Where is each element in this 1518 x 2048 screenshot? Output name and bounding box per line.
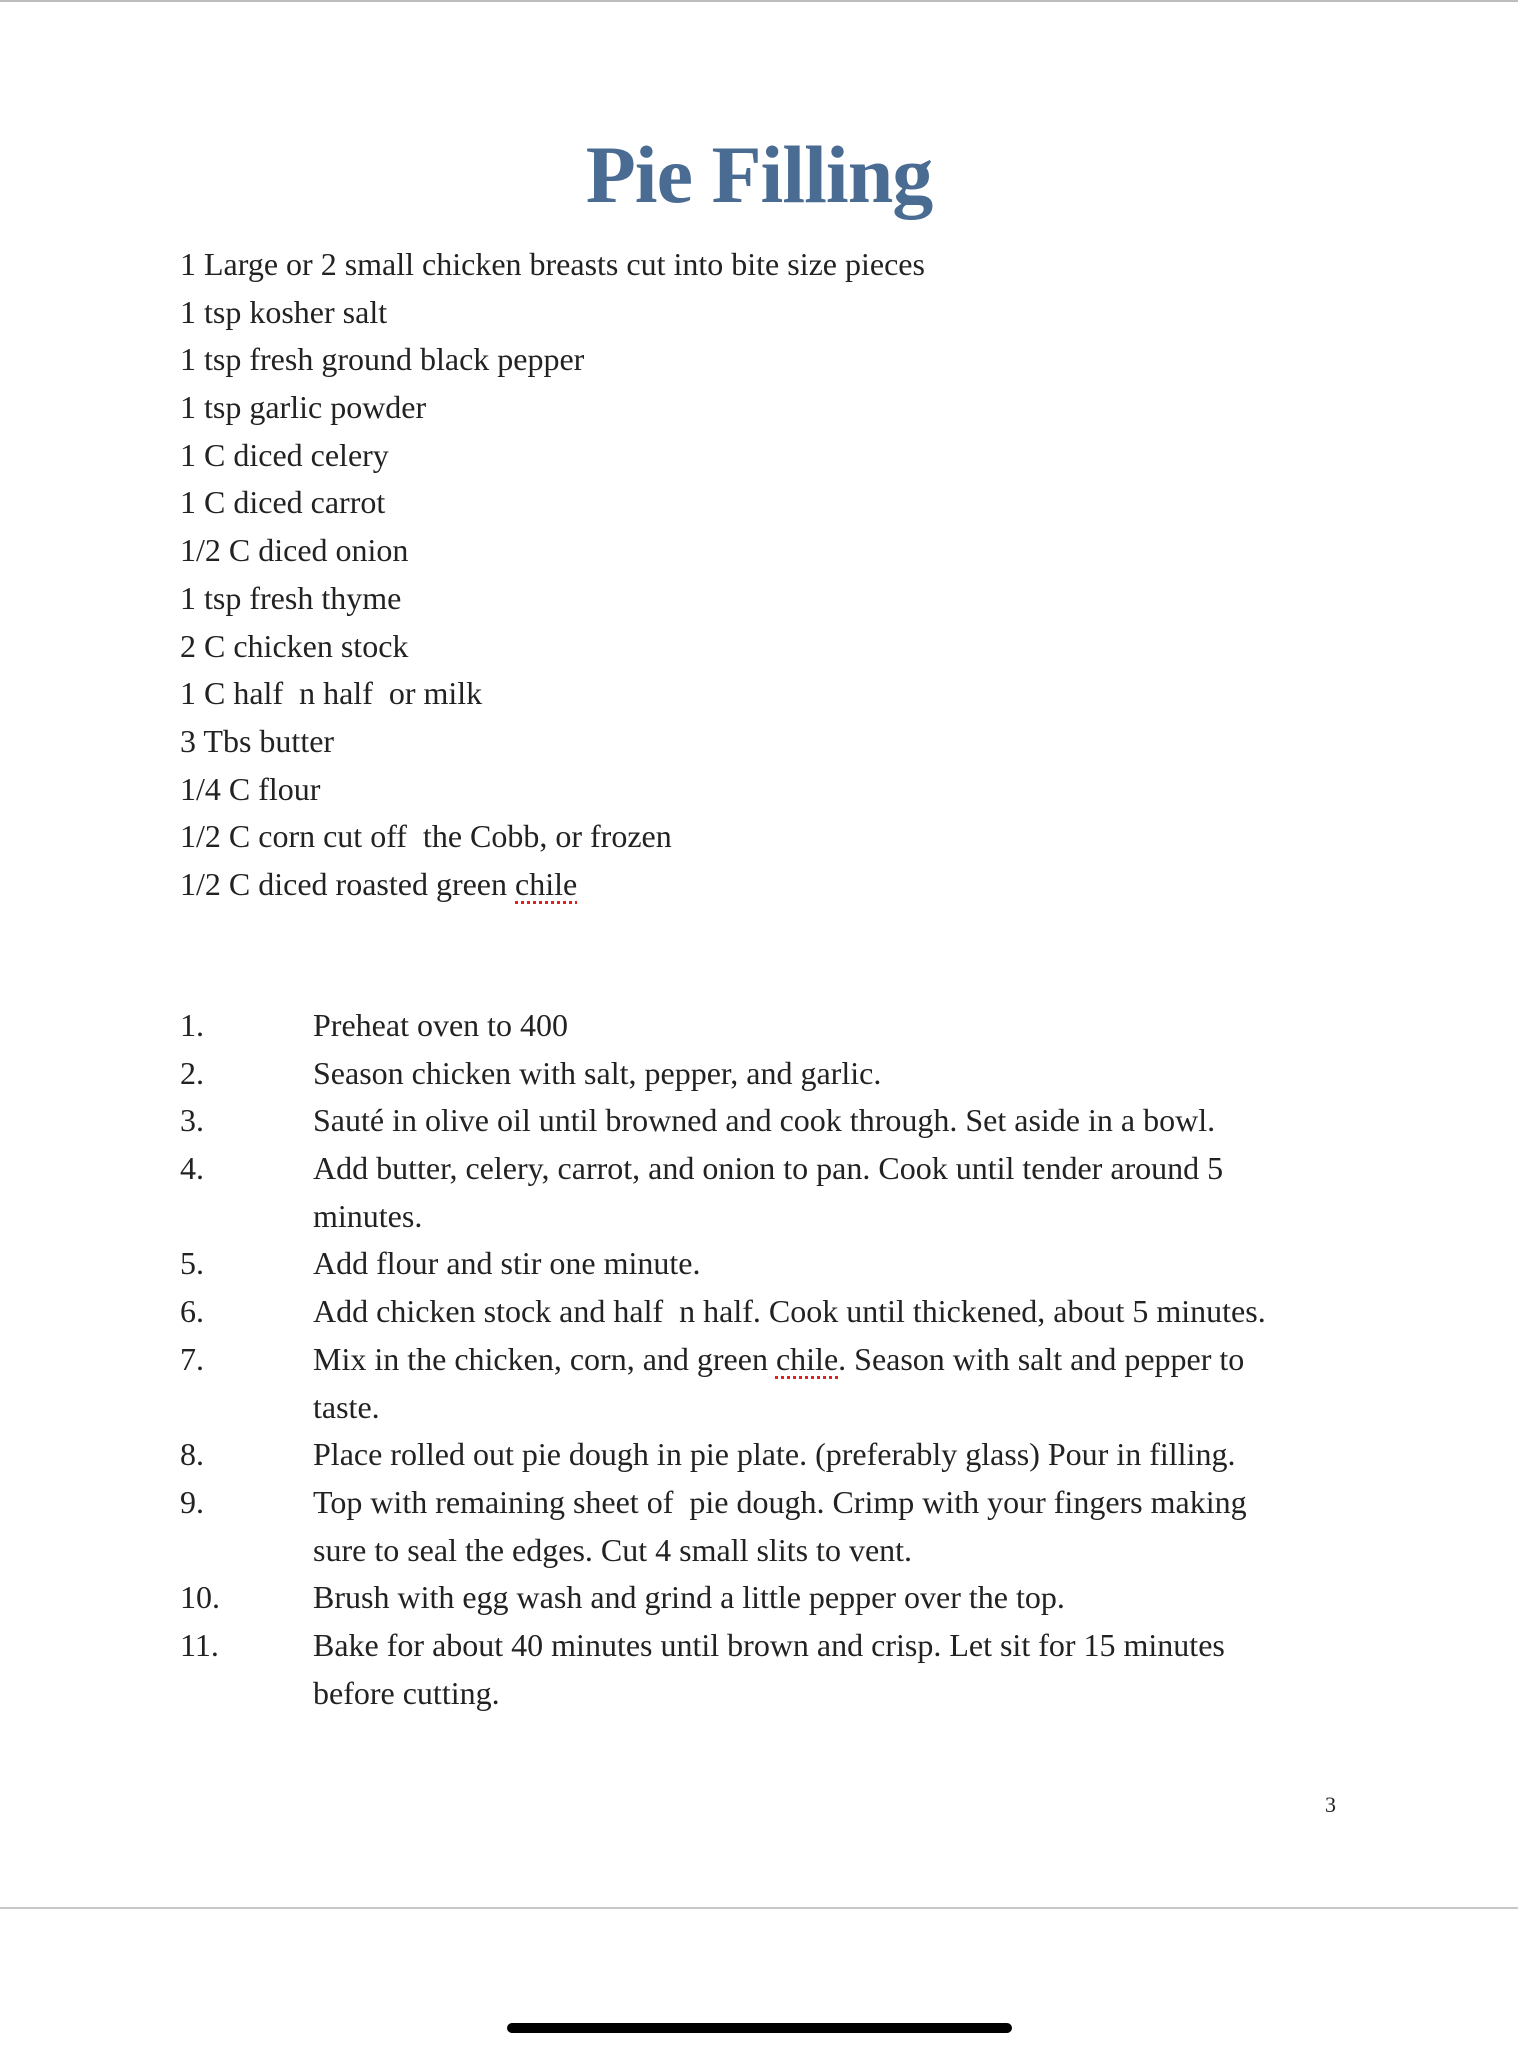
text-segment: 2 C chicken stock xyxy=(180,627,409,664)
ingredient-item xyxy=(180,384,925,432)
instruction-step xyxy=(180,1336,1340,1431)
spellcheck-flagged-word[interactable]: chile xyxy=(515,865,578,902)
step-text xyxy=(313,1097,1215,1145)
text-segment: sure to seal the edges. Cut 4 small slits to vent. xyxy=(313,1531,913,1568)
instruction-step xyxy=(180,1288,1340,1336)
instruction-step xyxy=(180,1479,1340,1574)
text-segment: 1 tsp fresh thyme xyxy=(180,579,402,616)
ingredient-item xyxy=(180,766,925,814)
text-segment: Top with remaining sheet of pie dough. Crimp with your fingers making xyxy=(313,1483,1247,1520)
step-number: 11. xyxy=(180,1627,219,1664)
text-segment: Sauté in olive oil until browned and cook through. Set aside in a bowl. xyxy=(313,1102,1216,1139)
text-segment: Add butter, celery, carrot, and onion to pan. Cook until tender around 5 xyxy=(313,1150,1224,1187)
text-segment: Add flour and stir one minute. xyxy=(313,1245,701,1282)
ingredient-item xyxy=(180,432,925,480)
text-segment: 1 tsp fresh ground black pepper xyxy=(180,341,585,378)
instruction-step xyxy=(180,1574,1340,1622)
page-bottom-divider xyxy=(0,1907,1518,1909)
ingredient-item xyxy=(180,527,925,575)
text-segment: 1 C diced carrot xyxy=(180,484,386,521)
instruction-step xyxy=(180,1622,1340,1717)
step-text xyxy=(313,1574,1065,1622)
top-divider xyxy=(0,0,1518,2)
step-number: 3. xyxy=(180,1102,204,1139)
instruction-step xyxy=(180,1240,1340,1288)
ingredient-item xyxy=(180,479,925,527)
step-text-line xyxy=(313,1002,568,1050)
home-indicator[interactable] xyxy=(507,2023,1012,2033)
step-text xyxy=(313,1431,1235,1479)
page-number: 3 xyxy=(1325,1792,1336,1817)
step-text xyxy=(313,1336,1244,1431)
ingredient-item xyxy=(180,813,925,861)
ingredient-item xyxy=(180,670,925,718)
step-text-line xyxy=(313,1479,1247,1527)
step-number: 1. xyxy=(180,1007,204,1043)
text-segment: Brush with egg wash and grind a little pepper over the top. xyxy=(313,1579,1065,1616)
step-text xyxy=(313,1622,1225,1717)
step-number: 6. xyxy=(180,1293,204,1330)
step-text-line xyxy=(313,1050,881,1098)
ingredient-item xyxy=(180,289,925,337)
step-text-line xyxy=(313,1240,700,1288)
ingredient-item xyxy=(180,241,925,289)
text-segment: Season chicken with salt, pepper, and garlic. xyxy=(313,1054,882,1091)
step-number: 5. xyxy=(180,1245,204,1282)
text-segment: Mix in the chicken, corn, and green xyxy=(313,1340,776,1377)
page-title: Pie Filling xyxy=(585,129,933,220)
text-segment: 1 tsp kosher salt xyxy=(180,293,388,330)
step-text-line xyxy=(313,1097,1215,1145)
instruction-step xyxy=(180,1431,1340,1479)
step-text-line xyxy=(313,1193,1223,1241)
text-segment: 1/4 C flour xyxy=(180,770,321,807)
text-segment: 1/2 C diced roasted green xyxy=(180,865,515,902)
ingredient-item xyxy=(180,575,925,623)
ingredient-list xyxy=(180,241,925,909)
step-number: 4. xyxy=(180,1150,204,1187)
step-number: 9. xyxy=(180,1483,204,1520)
text-segment: 1/2 C diced onion xyxy=(180,532,409,569)
text-segment: 1 tsp garlic powder xyxy=(180,389,427,426)
step-number: 7. xyxy=(180,1340,204,1377)
step-number: 10. xyxy=(180,1579,220,1616)
step-text-line xyxy=(313,1145,1223,1193)
step-text xyxy=(313,1479,1247,1574)
step-text-line xyxy=(313,1574,1065,1622)
text-segment: 1/2 C corn cut off the Cobb, or frozen xyxy=(180,818,672,855)
instruction-step xyxy=(180,1145,1340,1240)
step-text-line xyxy=(313,1622,1225,1670)
text-segment: Preheat oven to 400 xyxy=(313,1007,569,1043)
instruction-list xyxy=(180,1002,1340,1717)
text-segment: 3 Tbs butter xyxy=(180,722,335,759)
step-text xyxy=(313,1050,881,1098)
step-text xyxy=(313,1240,700,1288)
step-text-line xyxy=(313,1336,1244,1384)
step-number: 2. xyxy=(180,1054,204,1091)
instruction-step xyxy=(180,1002,1340,1050)
instruction-step xyxy=(180,1050,1340,1098)
text-segment: before cutting. xyxy=(313,1674,500,1711)
step-text-line xyxy=(313,1288,1266,1336)
text-segment: Bake for about 40 minutes until brown and crisp. Let sit for 15 minutes xyxy=(313,1627,1225,1664)
text-segment: 1 Large or 2 small chicken breasts cut into bite size pieces xyxy=(180,246,925,282)
text-segment: . Season with salt and pepper to xyxy=(838,1340,1245,1377)
ingredient-item xyxy=(180,336,925,384)
ingredient-item xyxy=(180,861,925,909)
step-number: 8. xyxy=(180,1436,204,1473)
step-text-line xyxy=(313,1431,1235,1479)
text-segment: Place rolled out pie dough in pie plate. (preferably glass) Pour in filling. xyxy=(313,1436,1236,1473)
ingredient-item xyxy=(180,718,925,766)
ingredient-item xyxy=(180,623,925,671)
text-segment: 1 C half n half or milk xyxy=(180,675,483,712)
step-text-line xyxy=(313,1384,1244,1432)
text-segment: taste. xyxy=(313,1388,380,1425)
step-text xyxy=(313,1288,1266,1336)
spellcheck-flagged-word[interactable]: chile xyxy=(775,1340,839,1377)
step-text xyxy=(313,1002,568,1050)
step-text xyxy=(313,1145,1223,1240)
step-text-line xyxy=(313,1670,1225,1718)
text-segment: Add chicken stock and half n half. Cook until thickened, about 5 minutes. xyxy=(313,1293,1266,1330)
instruction-step xyxy=(180,1097,1340,1145)
step-text-line xyxy=(313,1527,1247,1575)
text-segment: minutes. xyxy=(313,1197,423,1234)
text-segment: 1 C diced celery xyxy=(180,436,389,473)
